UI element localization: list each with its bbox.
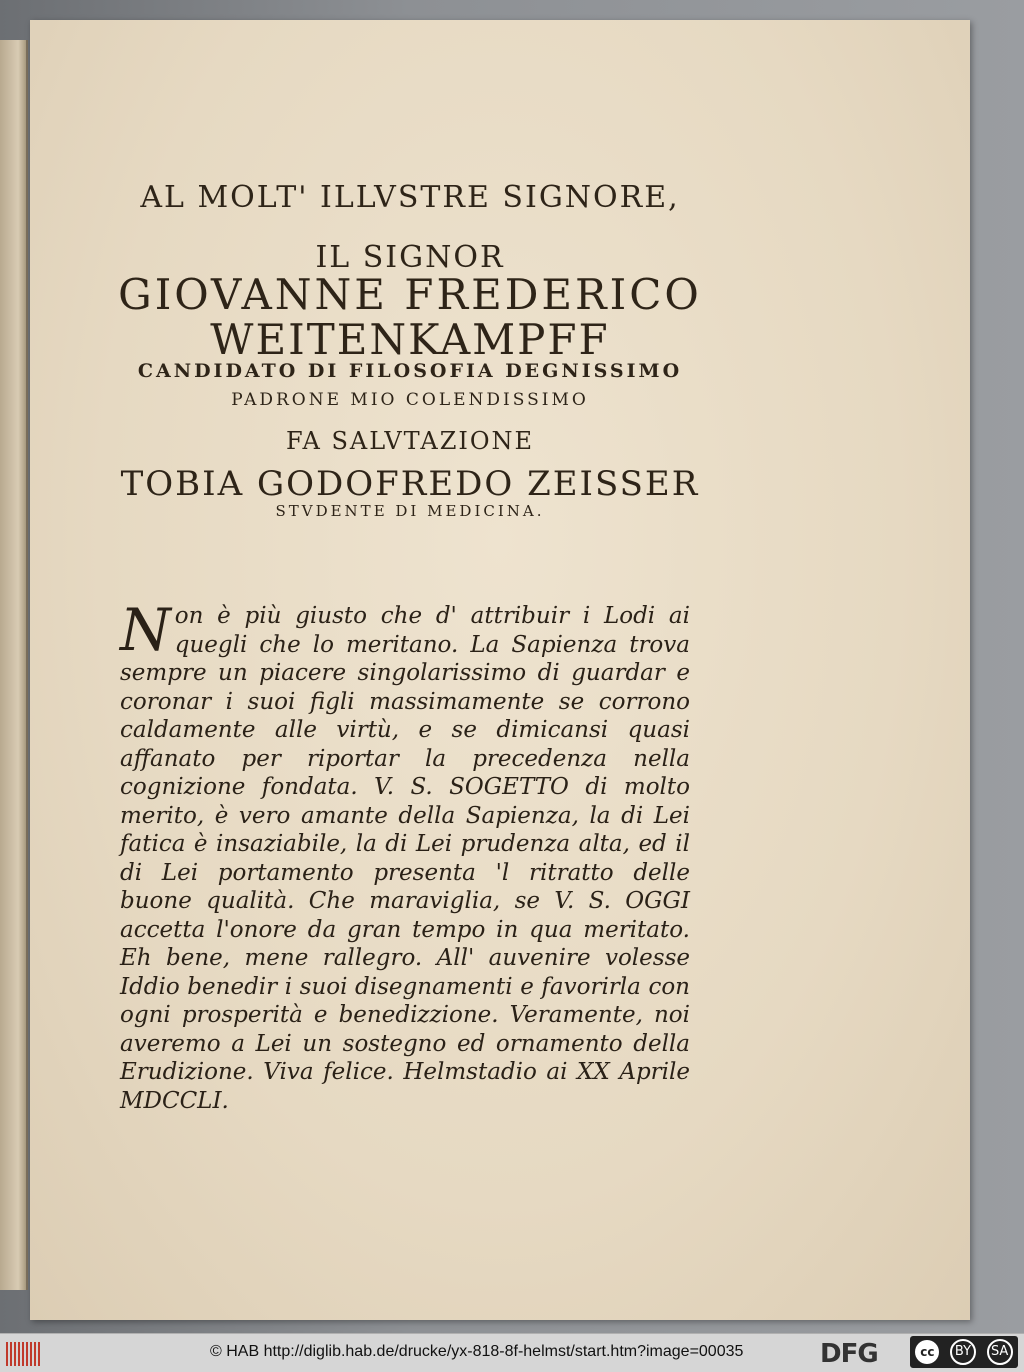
copyright-link[interactable]: © HAB http://diglib.hab.de/drucke/yx-818-8f-helmst/start.htm?image=00035 <box>210 1343 744 1360</box>
cc-icon: cc <box>915 1340 939 1364</box>
body-text: on è più giusto che d' attribuir i Lodi ai quegli che lo meritano. La Sapienza trova sempre un piacere singolarissimo di guardar e coronar i suoi figli massimamente se corrono caldamente alle virtù, e se dimicansi quasi affanato per riportar la precedenza nella cognizione fondata. V. S. SOGETTO di molto merito, è vero amante della Sapienza, la di Lei fatica è insaziabile, la di Lei prudenza alta, ed il di Lei portamento presenta 'l ritratto delle buone qualità. Che maraviglia, se V. S. OGGI accetta l'onore da gran tempo in qua meritato. Eh bene, mene rallegro. All' auvenire volesse Iddio benedir i suoi disegnamenti e favorirla con ogni prosperità e benedizzione. Veramente, noi averemo a Lei un sostegno ed ornamento della Erudizione. Viva felice. Helmstadio ai XX Aprile MDCCLI. <box>120 603 690 1114</box>
dedication-body <box>120 596 690 1115</box>
author-title: STVDENTE DI MEDICINA. <box>275 502 545 520</box>
book-page <box>30 20 970 1320</box>
dedicatee-title: CANDIDATO DI FILOSOFIA DEGNISSIMO <box>137 360 683 382</box>
left-page-edge <box>0 40 28 1290</box>
dedicatee-honorific: PADRONE MIO COLENDISSIMO <box>231 390 589 410</box>
dedicatee-surname: WEITENKAMPFF <box>210 315 610 364</box>
dedicatee-first-names: GIOVANNE FREDERICO <box>118 270 702 319</box>
attribution-icon: BY <box>950 1339 976 1365</box>
barcode-icon <box>6 1342 40 1366</box>
share-alike-icon: SA <box>987 1339 1013 1365</box>
salutation-line: FA SALVTAZIONE <box>285 427 535 455</box>
author-name: TOBIA GODOFREDO ZEISSER <box>120 464 700 504</box>
viewer-footer <box>0 1333 1024 1372</box>
dedication-line-1: AL MOLT' ILLVSTRE SIGNORE, <box>140 180 680 215</box>
cc-license-badge[interactable] <box>910 1336 1018 1368</box>
dedication-line-2: IL SIGNOR <box>315 240 505 275</box>
dfg-logo: DFG <box>820 1339 878 1369</box>
drop-cap: N <box>120 596 171 664</box>
